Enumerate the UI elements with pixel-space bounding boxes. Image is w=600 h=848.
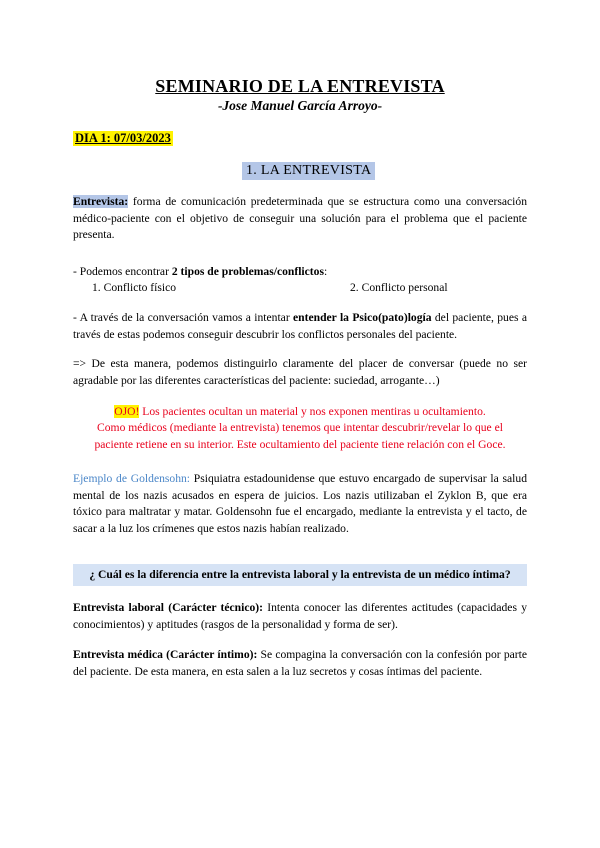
document-title: SEMINARIO DE LA ENTREVISTA [155,76,445,96]
definition-term: Entrevista: [73,195,129,208]
author-line: -Jose Manuel García Arroyo- [217,98,383,113]
ojo-label: OJO! [114,405,140,418]
example-text: Psiquiatra estadounidense que estuvo encargado de supervisar la salud mental de los nazis acusados en espera de juicios. Los nazis utilizaban el Zyklon B, que era tóxico para maltratar y matar. Goldensohn fue el encargado, mediante la entrevista y el tacto, de sacar a la luz los crímenes que estos nazis habían realizado. [73,472,527,535]
laboral-label: Entrevista laboral (Carácter técnico): [73,601,263,614]
definition-paragraph [73,194,527,244]
laboral-text: Intenta conocer las diferentes actitudes (capacidades y conocimientos) y aptitudes (rasgos de la personalidad y forma de ser). [73,601,527,631]
placer-paragraph: => De esta manera, podemos distinguirlo claramente del placer de conversar (puede no ser agradable por las diferentes características del paciente: suciedad, arrogante…) [73,357,527,387]
question-heading: ¿ Cuál es la diferencia entre la entrevista laboral y la entrevista de un médico íntima? [89,568,511,581]
definition-text: forma de comunicación predeterminada que se estructura como una conversación médico-paciente con el objetivo de conseguir una solución para el problema que el paciente presenta. [73,195,527,241]
problems-intro-text: - Podemos encontrar [73,265,172,278]
section-heading: 1. LA ENTREVISTA [242,162,375,180]
problems-intro [73,264,527,281]
list-item: 1. Conflicto físico [92,281,177,294]
psico-bold: entender la Psico(pato)logía [293,311,432,324]
psico-pre: - A través de la conversación vamos a intentar [73,311,294,324]
medica-text: Se compagina la conversación con la confesión por parte del paciente. De esta manera, en esta salen a la luz secretos y cosas íntimas del paciente. [73,648,527,678]
laboral-paragraph [73,600,527,633]
list-item: 2. Conflicto personal [350,281,448,294]
example-paragraph [73,471,527,537]
problems-colon: : [323,265,328,278]
warning-line1-text: Los pacientes ocultan un material y nos exponen mentiras u ocultamiento. [139,405,486,418]
psico-post: del paciente, pues a través de estas podemos conseguir descubrir los conflictos personales del paciente. [73,311,527,341]
warning-line1 [73,404,527,421]
warning-line2: Como médicos (mediante la entrevista) tenemos que intentar descubrir/revelar lo que el paciente retiene en su interior. Este ocultamiento del paciente tiene relación con el Goce. [94,421,506,451]
day-heading: DIA 1: 07/03/2023 [75,131,171,145]
medica-paragraph [73,647,527,680]
medica-label: Entrevista médica (Carácter íntimo): [73,648,258,661]
example-label: Ejemplo de Goldensohn: [73,472,191,485]
psico-paragraph [73,310,527,343]
problems-bold: 2 tipos de problemas/conflictos [171,265,324,278]
